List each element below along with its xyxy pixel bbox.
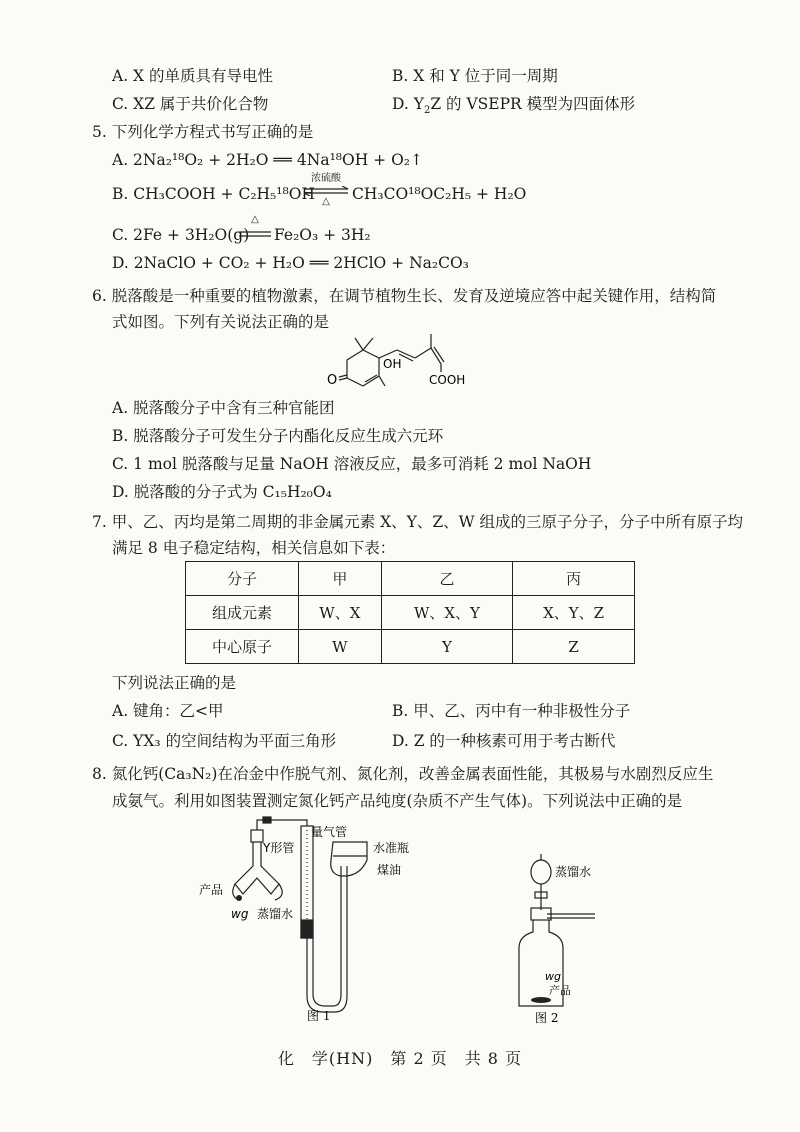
q8-stem-line1: 8. 氮化钙(Ca₃N₂)在冶金中作脱气剂、氮化剂，改善金属表面性能，其极易与水剧烈反应生 (92, 765, 714, 783)
reversible-arrow-icon (302, 186, 350, 196)
q4-option-d: D. $Y_2Z$ 的 VSEPR 模型为四面体形 (392, 95, 636, 117)
fig2-mass-label: wg (545, 970, 561, 983)
q5-option-d: D. 2NaClO + CO₂ + H₂O ══ 2HClO + Na₂CO₃ (112, 254, 469, 272)
q4-option-a: A. X 的单质具有导电性 (112, 67, 274, 85)
table-cell: 组成元素 (186, 596, 299, 630)
table-row (186, 596, 635, 630)
q5-b-condition-bottom: △ (322, 196, 330, 207)
table-cell: W、X、Y (381, 596, 513, 630)
mass-label: wg (231, 907, 249, 921)
q4-option-c: C. XZ 属于共价化合物 (112, 95, 269, 113)
q7-option-d: D. Z 的一种核素可用于考古断代 (392, 732, 616, 750)
q7-prompt: 下列说法正确的是 (112, 674, 237, 692)
q5-option-b-left: B. CH₃COOH + C₂H₅¹⁸OH (112, 185, 315, 203)
table-header-cell: 丙 (513, 562, 635, 596)
table-header-cell: 乙 (381, 562, 513, 596)
product-sample (531, 997, 551, 1003)
water-label: 蒸馏水 (257, 907, 294, 921)
ketone-o-label: O (327, 373, 338, 388)
q6-option-d: D. 脱落酸的分子式为 C₁₅H₂₀O₄ (112, 483, 332, 501)
q7-stem-line2: 满足 8 电子稳定结构，相关信息如下表： (112, 539, 396, 557)
q5-option-c-right: Fe₂O₃ + 3H₂ (274, 226, 371, 244)
page-footer: 化 学(HN) 第 2 页 共 8 页 (277, 1049, 523, 1068)
q5-option-b-right: CH₃CO¹⁸OC₂H₅ + H₂O (352, 185, 527, 203)
q5-c-condition-top: △ (251, 214, 259, 225)
table-cell: Z (513, 630, 635, 664)
fig2-product-label: 产品 (549, 984, 571, 997)
q8-stem-line2: 成氨气。利用如图装置测定氮化钙产品纯度(杂质不产生气体)。下列说法中正确的是 (112, 792, 683, 810)
table-cell: X、Y、Z (513, 596, 635, 630)
figure-1-caption: 图 1 (307, 1009, 331, 1023)
q6-option-c: C. 1 mol 脱落酸与足量 NaOH 溶液反应，最多可消耗 2 mol NaOH (112, 455, 592, 473)
fig2-water-label: 蒸馏水 (555, 865, 592, 879)
table-header-cell: 分子 (186, 562, 299, 596)
q6-option-b: B. 脱落酸分子可发生分子内酯化反应生成六元环 (112, 427, 444, 445)
q5-b-condition-top: 浓硫酸 (311, 173, 341, 184)
product-sample (236, 895, 242, 901)
q6-option-a: A. 脱落酸分子中含有三种官能团 (112, 399, 335, 417)
carboxyl-label: COOH (429, 373, 466, 387)
q7-option-c: C. YX₃ 的空间结构为平面三角形 (112, 732, 337, 750)
table-row (186, 630, 635, 664)
q6-stem-line1: 6. 脱落酸是一种重要的植物激素，在调节植物生长、发育及逆境应答中起关键作用，结构简 (92, 287, 717, 305)
table-cell: W、X (299, 596, 382, 630)
hydroxyl-label: OH (383, 357, 402, 371)
y-tube-label: Y形管 (263, 841, 295, 855)
q6-stem-line2: 式如图。下列有关说法正确的是 (112, 313, 330, 331)
table-row (186, 562, 635, 596)
q7-option-b: B. 甲、乙、丙中有一种非极性分子 (392, 702, 631, 720)
table-header-cell: 甲 (299, 562, 382, 596)
gas-tube-label: 量气管 (311, 825, 348, 839)
q5-stem: 5. 下列化学方程式书写正确的是 (92, 123, 314, 141)
equals-arrow-icon (238, 230, 272, 238)
table-cell: W (299, 630, 382, 664)
q7-stem-line1: 7. 甲、乙、丙均是第二周期的非金属元素 X、Y、Z、W 组成的三原子分子，分子中所有原子均 (92, 513, 744, 531)
abscisic-acid-structure (325, 330, 485, 392)
water-bottle-label: 水准瓶 (373, 841, 410, 855)
figure-2-apparatus (515, 852, 635, 1027)
q7-option-a: A. 键角：乙<甲 (112, 702, 224, 720)
q7-info-table (185, 561, 635, 664)
table-cell: Y (381, 630, 513, 664)
q5-option-a: A. 2Na₂¹⁸O₂ + 2H₂O ══ 4Na¹⁸OH + O₂↑ (112, 151, 423, 169)
table-cell: 中心原子 (186, 630, 299, 664)
kerosene-label: 煤油 (377, 863, 402, 877)
q4-option-b: B. X 和 Y 位于同一周期 (392, 67, 558, 85)
figure-2-caption: 图 2 (535, 1011, 559, 1025)
product-label: 产品 (199, 883, 224, 897)
figure-1-apparatus (195, 816, 435, 1026)
q5-option-c-left: C. 2Fe + 3H₂O(g) (112, 226, 250, 244)
